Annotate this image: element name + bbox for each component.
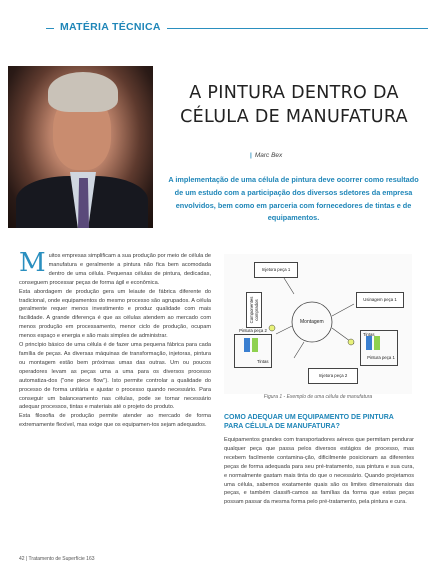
pintura-2-label: Pintura peça 2 xyxy=(239,328,267,333)
paragraph-1-text: uitos empresas simplificam a sua produção por meio de célula de manufatura e geralmente a pintura não fica bem acomodada dentro de uma célula. Pequenas células de pintura, dedicadas, conseguem processar peças de forma ágil e econômica. xyxy=(19,253,211,286)
drop-cap: M xyxy=(19,248,46,278)
pintura-1-label: Pintura peça 1 xyxy=(367,355,395,360)
body-column-left xyxy=(19,248,211,430)
box-pintura-2 xyxy=(234,328,272,368)
section-subheading: COMO ADEQUAR UM EQUIPAMENTO DE PINTURA PARA CÉLULA DE MANUFATURA? xyxy=(224,414,394,430)
article-title xyxy=(164,81,424,129)
componentes-label: Componentes comprados xyxy=(249,296,259,324)
box-usinagem: Usinagem peça 1 xyxy=(356,292,404,308)
paragraph-4: Esta filosofia de produção permite atender ao mercado de forma extremamente flexível, mas exige que os equipamen-tos sejam adequados. xyxy=(19,413,211,429)
figure-caption: Figura 1 - Exemplo de uma célula de manufatura xyxy=(263,394,373,400)
author-byline xyxy=(250,152,282,159)
manufacturing-cell-diagram xyxy=(224,254,412,394)
tintas-right-label: Tintas xyxy=(363,332,375,337)
author-photo xyxy=(8,66,153,228)
paragraph-2: Esta abordagem de produção gera um leiaute de fábrica diferente do tradicional, onde equipamentos do mesmo processo são agrupados. A célula geralmente requer menos investimento e produz qualidade com mais facilidade. A grande diferença é que as células atendem ao mercado com menos produção em processamento, menor ciclo de produção, ocupam menos espaço e energia e são mais simples de administrar. xyxy=(19,288,211,340)
box-injetora-2: Injetora peça 2 xyxy=(308,368,358,384)
photo-tie xyxy=(78,178,89,228)
section-label: MATÉRIA TÉCNICA xyxy=(54,21,167,33)
paragraph-3: O princípio básico de uma célula é de fazer uma pequena fábrica para cada família de peças. As diversas máquinas de transformação, injetoras, pintura ou montagem estão bem próximas umas das outras. Um ou poucos operadores levam as peças uma a uma para os diversos processo automatiza-dos ("one piece flow"). Isto permite controlar a qualidade do processo de forma unitária e ajustar o processo quando necessário. Para conseguir um balanceamento nas células, pode se tornar necessário adequar processos, tintas e materiais até o projeto do produto. xyxy=(19,342,211,411)
box-componentes xyxy=(246,292,262,328)
photo-hair xyxy=(48,72,118,112)
montagem-label: Montagem xyxy=(300,319,324,325)
title-line-1: A PINTURA DENTRO DA xyxy=(189,83,399,103)
section-header xyxy=(46,18,428,40)
page-footer: 42 | Tratamento de Superfície 163 xyxy=(19,556,95,562)
box-pintura-1 xyxy=(360,330,398,366)
tintas-left-label: Tintas xyxy=(257,359,269,364)
title-line-2: CÉLULA DE MANUFATURA xyxy=(180,107,408,127)
paragraph-1 xyxy=(19,248,211,288)
body-column-right: Equipamentos grandes com transportadores aéreos que permitam pendurar qualquer peça que passa pelos diversos estágios de processo, mas recebem facilmente contamina-ção, dificilmente posicionam as diferentes peças de forma adequada para seu pré-tratamento, sua pintura e sua cura, e normalmente gastam mais tinta do que o necessário. Quando projetamos uma célula, sabemos exatamente quais são os limites dimensionais das peças, e também classifi-camos as famílias da forma que estas peças possam passar da mesma forma pelo pré-tratamento, pela pintura e cura. xyxy=(224,437,414,506)
author-name: Marc Bex xyxy=(254,152,283,159)
lead-paragraph: A implementação de uma célula de pintura deve ocorrer como resultado de um estudo com a participação dos diversos sdetores da empresa envolvidos, bem como em parceria com fornecedores de tintas e de equipamentos. xyxy=(168,175,419,223)
byline-bar: | xyxy=(250,152,252,159)
box-injetora-1: Injetora peça 1 xyxy=(254,262,298,278)
